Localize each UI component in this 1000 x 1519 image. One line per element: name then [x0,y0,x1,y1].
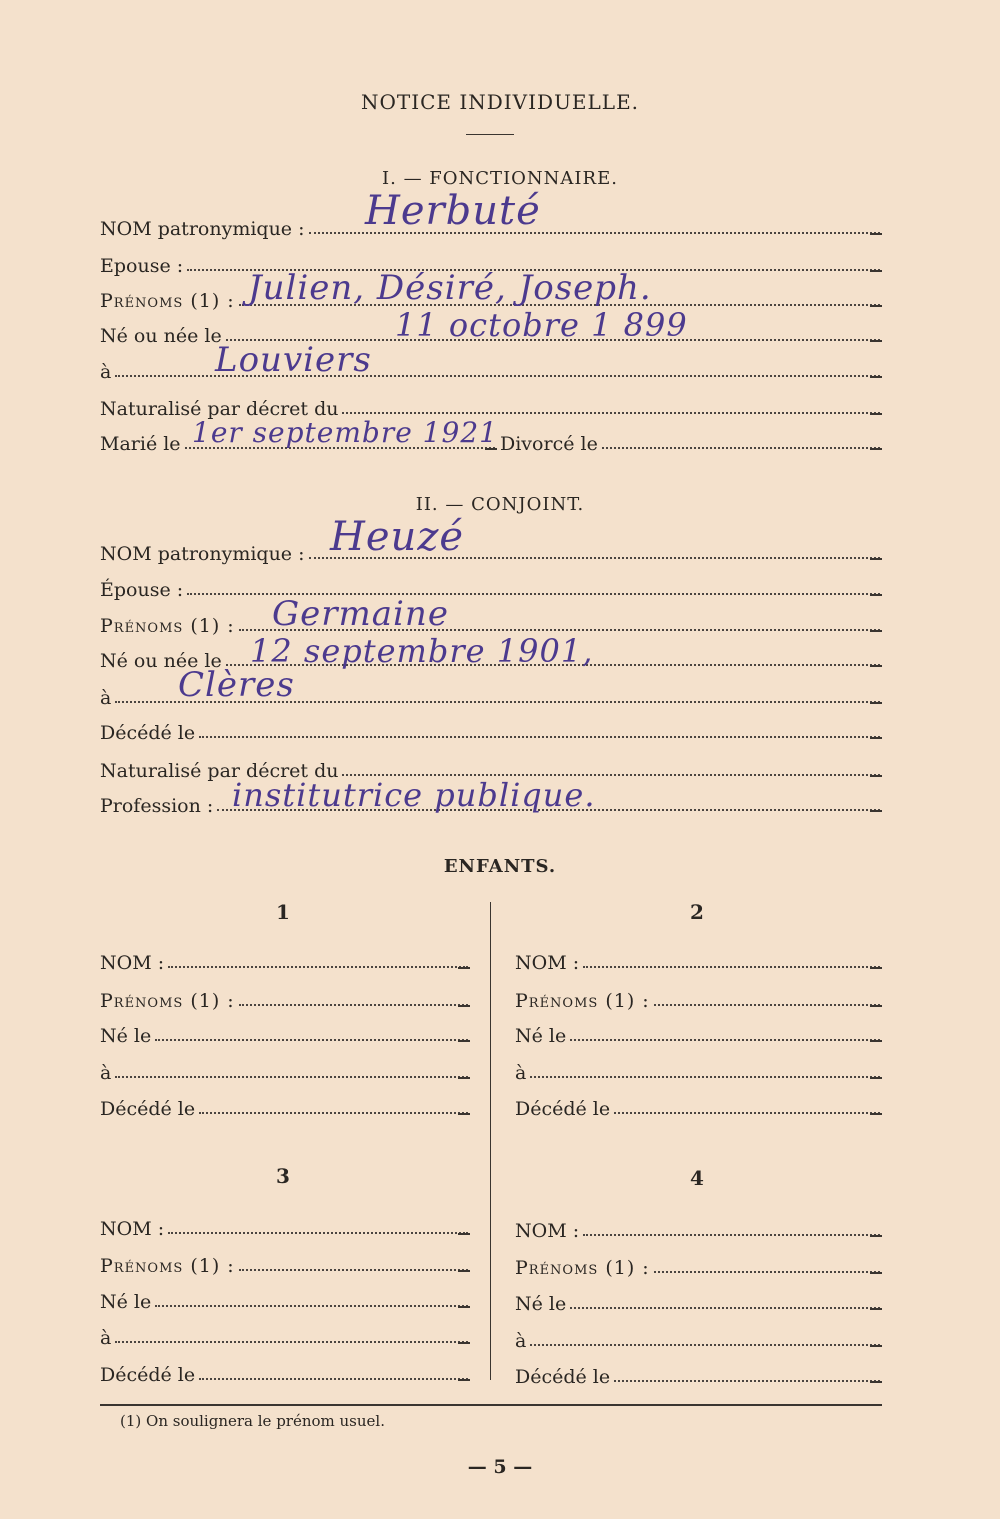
child3-a-label: à [100,1327,112,1349]
s1-ne-value: 11 octobre 1 899 [395,306,688,344]
child1-nom-field [100,940,468,974]
child3-ne-label: Né le [100,1291,152,1313]
child2-decede-field [515,1086,880,1120]
child2-ne-label: Né le [515,1025,567,1047]
child1-ne-field [100,1013,468,1047]
child3-prenoms-label: Prénoms (1) : [100,1255,235,1277]
child3-nom-label: NOM : [100,1218,165,1240]
child4-nom-label: NOM : [515,1220,580,1242]
s1-prenoms-label: Prénoms (1) : [100,290,235,312]
child3-a-field [100,1315,468,1349]
child3-nom-field [100,1206,468,1240]
child4-ne-label: Né le [515,1293,567,1315]
child2-a-field [515,1050,880,1084]
child4-prenoms-field [515,1245,880,1279]
child3-decede-label: Décédé le [100,1364,196,1386]
child1-prenoms-field [100,978,468,1012]
s1-marie-label: Marié le [100,433,181,455]
child2-nom-field [515,940,880,974]
s2-a-label: à [100,687,112,709]
child4-decede-label: Décédé le [515,1366,611,1388]
s1-naturalise-field [100,386,880,420]
s1-divorce-label: Divorcé le [500,433,598,455]
child4-ne-field [515,1281,880,1315]
page-number: — 5 — [467,1456,533,1478]
s1-ne-label: Né ou née le [100,325,222,347]
s2-decede-label: Décédé le [100,722,196,744]
child4-decede-field [515,1354,880,1388]
s1-naturalise-label: Naturalisé par décret du [100,398,339,420]
child3-prenoms-field [100,1243,468,1277]
child4-a-field [515,1318,880,1352]
s2-prenoms-value: Germaine [272,594,449,634]
s2-naturalise-label: Naturalisé par décret du [100,760,339,782]
children-column-divider [490,902,491,1380]
title-underline [466,134,514,135]
child3-ne-field [100,1279,468,1313]
s2-ne-label: Né ou née le [100,650,222,672]
s2-a-value: Clères [178,665,295,705]
child1-nom-label: NOM : [100,952,165,974]
s1-epouse-label: Epouse : [100,255,184,277]
child3-decede-field [100,1352,468,1386]
section1-heading: I. — FONCTIONNAIRE. [382,168,618,189]
s1-a-value: Louviers [215,340,372,380]
child2-a-label: à [515,1062,527,1084]
s2-decede-field [100,710,880,744]
s2-nom-label: NOM patronymique : [100,543,305,565]
s1-nom-label: NOM patronymique : [100,218,305,240]
s2-epouse-field [100,567,880,601]
child2-prenoms-label: Prénoms (1) : [515,990,650,1012]
s2-profession-value: institutrice publique. [232,776,596,814]
enfants-heading: ENFANTS. [443,856,557,877]
s2-profession-label: Profession : [100,795,214,817]
child1-number: 1 [276,900,290,924]
child1-a-label: à [100,1062,112,1084]
document-title: NOTICE INDIVIDUELLE. [360,90,640,114]
s1-marie-value: 1er septembre 1921 [192,416,498,449]
child2-ne-field [515,1013,880,1047]
child1-ne-label: Né le [100,1025,152,1047]
child1-decede-field [100,1086,468,1120]
s2-nom-field [100,531,880,565]
child2-prenoms-field [515,978,880,1012]
child4-a-label: à [515,1330,527,1352]
section2-heading: II. — CONJOINT. [415,494,585,515]
child4-nom-field [515,1208,880,1242]
s2-prenoms-label: Prénoms (1) : [100,615,235,637]
s2-nom-value: Heuzé [330,514,465,560]
child2-decede-label: Décédé le [515,1098,611,1120]
s2-epouse-label: Épouse : [100,579,184,601]
footnote: (1) On soulignera le prénom usuel. [120,1412,385,1430]
child1-a-field [100,1050,468,1084]
s1-nom-value: Herbuté [365,188,541,234]
s1-prenoms-value: Julien, Désiré, Joseph. [248,268,652,308]
child4-number: 4 [690,1166,704,1190]
child1-decede-label: Décédé le [100,1098,196,1120]
child1-prenoms-label: Prénoms (1) : [100,990,235,1012]
footnote-rule [100,1404,882,1406]
s1-divorce-field [500,421,880,455]
child2-nom-label: NOM : [515,952,580,974]
s2-ne-value: 12 septembre 1901, [250,632,594,670]
child3-number: 3 [276,1164,290,1188]
child2-number: 2 [690,900,704,924]
s1-a-label: à [100,361,112,383]
child4-prenoms-label: Prénoms (1) : [515,1257,650,1279]
